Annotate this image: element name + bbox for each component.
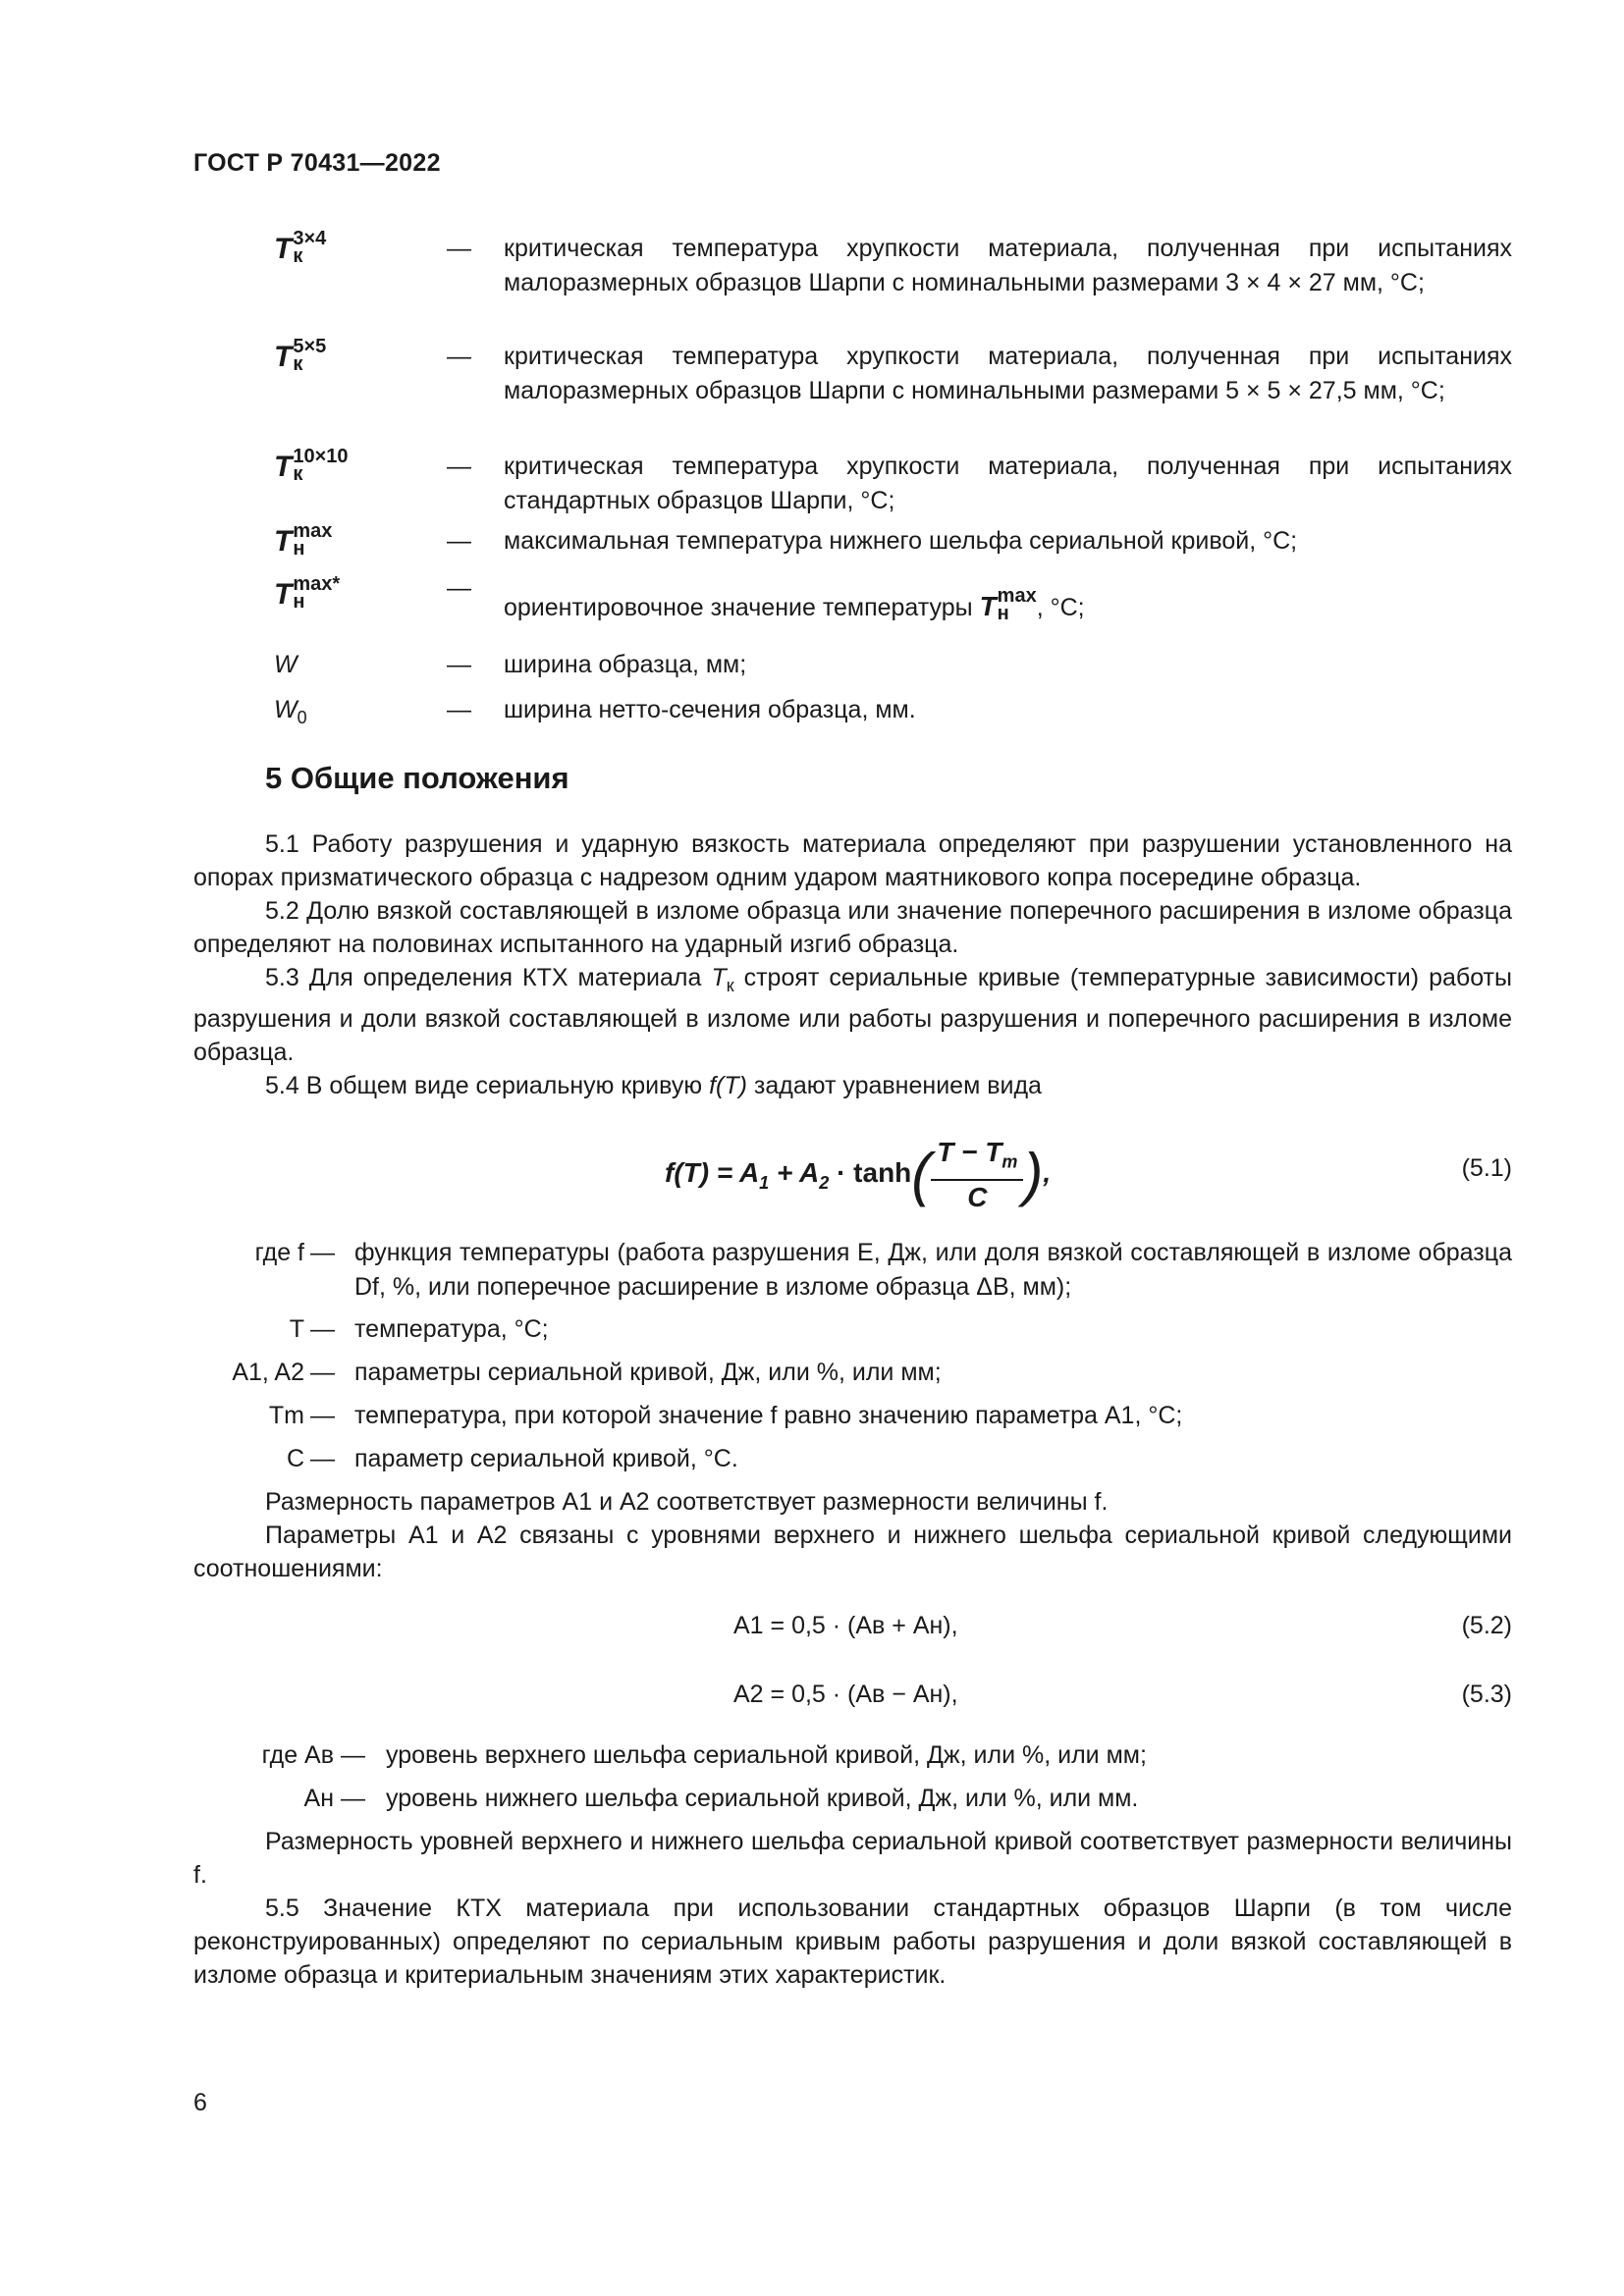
symbol: T max* н <box>274 573 341 614</box>
symbol-description: критическая температура хрупкости материала, полученная при испытаниях малоразмерных образцов Шарпи с номинальными размерами 3 × 4 × 27 мм, °С; <box>504 235 1512 296</box>
symbol-description: максимальная температура нижнего шельфа сериальной кривой, °С; <box>504 527 1298 555</box>
where-list-2 <box>193 1738 1512 1825</box>
equation-5-1 <box>193 1126 1512 1224</box>
symbol: W <box>274 651 298 678</box>
where-item: где f — функция температуры (работа разрушения E, Дж, или доля вязкой составляющей в изломе образца Df, %, или поперечное расширение в изломе образца ΔB, мм); <box>254 1239 1512 1301</box>
section-title: 5 Общие положения <box>265 761 569 795</box>
where-item: T — температура, °С; <box>289 1315 549 1343</box>
symbol-row: T max н — максимальная температура нижнего шельфа сериальной кривой, °С; <box>193 524 1512 575</box>
symbol-row: W — ширина образца, мм; <box>193 648 1512 691</box>
where-list-1 <box>193 1236 1512 1485</box>
symbol-list <box>193 228 1512 738</box>
where-item: Aн — уровень нижнего шельфа сериальной кривой, Дж, или %, или мм. <box>303 1785 1139 1812</box>
paragraph-5-2: 5.2 Долю вязкой составляющей в изломе образца или значение поперечного расширения в изломе образца определяют на половинах испытанного на ударный изгиб образца. <box>193 897 1512 958</box>
symbol: T 5×5 к <box>274 336 327 376</box>
symbol-description: ширина образца, мм; <box>504 651 747 678</box>
symbol: $W_0$ <box>274 696 307 727</box>
page-number: 6 <box>193 2089 207 2116</box>
equation-expression: $f(T) = A_1 + A_2 \cdot \tanh$( $\frac{T - T_m}{C}$ ), <box>665 1137 1052 1212</box>
symbol-row: T 10×10 к — критическая температура хрупкости материала, полученная при испытаниях стандартных образцов Шарпи, °С; <box>193 450 1512 522</box>
equation-5-3: A2 = 0,5 · (Aв − Aн), (5.3) <box>733 1681 1512 1708</box>
symbol-row: T 3×4 к — критическая температура хрупкости материала, полученная при испытаниях малоразмерных образцов Шарпи с номинальными размерами 3 × 4 × 27 мм, °С; <box>193 232 1512 338</box>
paragraph-parameters: Параметры A1 и A2 связаны с уровнями верхнего и нижнего шельфа сериальной кривой следующими соотношениями: <box>193 1522 1512 1582</box>
symbol-description: ориентировочное значение температуры T max н , °С; <box>504 585 1085 625</box>
symbol-description: критическая температура хрупкости материала, полученная при испытаниях стандартных образцов Шарпи, °С; <box>504 453 1512 514</box>
paragraph-5-3: 5.3 Для определения КТХ материала $T_к$ строят сериальные кривые (температурные зависимости) работы разрушения и доли вязкой составляющей в изломе или работы разрушения и поперечного расширения в изломе образца. <box>193 964 1512 1066</box>
equation-5-2: A1 = 0,5 · (Aв + Aн), (5.2) <box>733 1612 1512 1639</box>
symbol-description: критическая температура хрупкости материала, полученная при испытаниях малоразмерных образцов Шарпи с номинальными размерами 5 × 5 × 27,5 мм, °С; <box>504 343 1512 404</box>
where-item: где Aв — уровень верхнего шельфа сериальной кривой, Дж, или %, или мм; <box>261 1741 1147 1769</box>
paragraph-5-5: 5.5 Значение КТХ материала при использовании стандартных образцов Шарпи (в том числе реконструированных) определяют по сериальным кривым работы разрушения и доли вязкой составляющей в изломе образца и критериальным значениям этих характеристик. <box>193 1895 1512 1989</box>
symbol: T max н <box>274 520 333 561</box>
paragraph-5-4: 5.4 В общем виде сериальную кривую f(T) задают уравнением вида <box>265 1072 1042 1099</box>
symbol: T 3×4 к <box>274 228 327 268</box>
symbol-row: $W_0$ — ширина нетто-сечения образца, мм. <box>193 693 1512 736</box>
paragraph-5-1: 5.1 Работу разрушения и ударную вязкость материала определяют при разрушении установленного на опорах призматического образца с надрезом одним ударом маятникового копра посередине образца. <box>193 830 1512 891</box>
symbol-description: ширина нетто-сечения образца, мм. <box>504 696 916 723</box>
symbol: T 10×10 к <box>274 446 349 486</box>
where-item: C — параметр сериальной кривой, °С. <box>286 1445 738 1472</box>
where-item: Tm — температура, при которой значение f равно значению параметра A1, °С; <box>268 1402 1183 1429</box>
symbol-row: T max* н — ориентировочное значение температуры T max н , °С; <box>193 577 1512 646</box>
where-item: A1, A2 — параметры сериальной кривой, Дж, или %, или мм; <box>232 1359 942 1386</box>
body-text <box>193 828 1512 1992</box>
equation-number: (5.1) <box>1461 1154 1512 1182</box>
paragraph-dimension: Размерность параметров A1 и A2 соответствует размерности величины f. <box>265 1488 1109 1516</box>
symbol-row: T 5×5 к — критическая температура хрупкости материала, полученная при испытаниях малоразмерных образцов Шарпи с номинальными размерами 5 × 5 × 27,5 мм, °С; <box>193 340 1512 448</box>
document-header: ГОСТ Р 70431—2022 <box>193 149 441 177</box>
paragraph-dimension-levels: Размерность уровней верхнего и нижнего шельфа сериальной кривой соответствует размерности величины f. <box>193 1828 1512 1889</box>
